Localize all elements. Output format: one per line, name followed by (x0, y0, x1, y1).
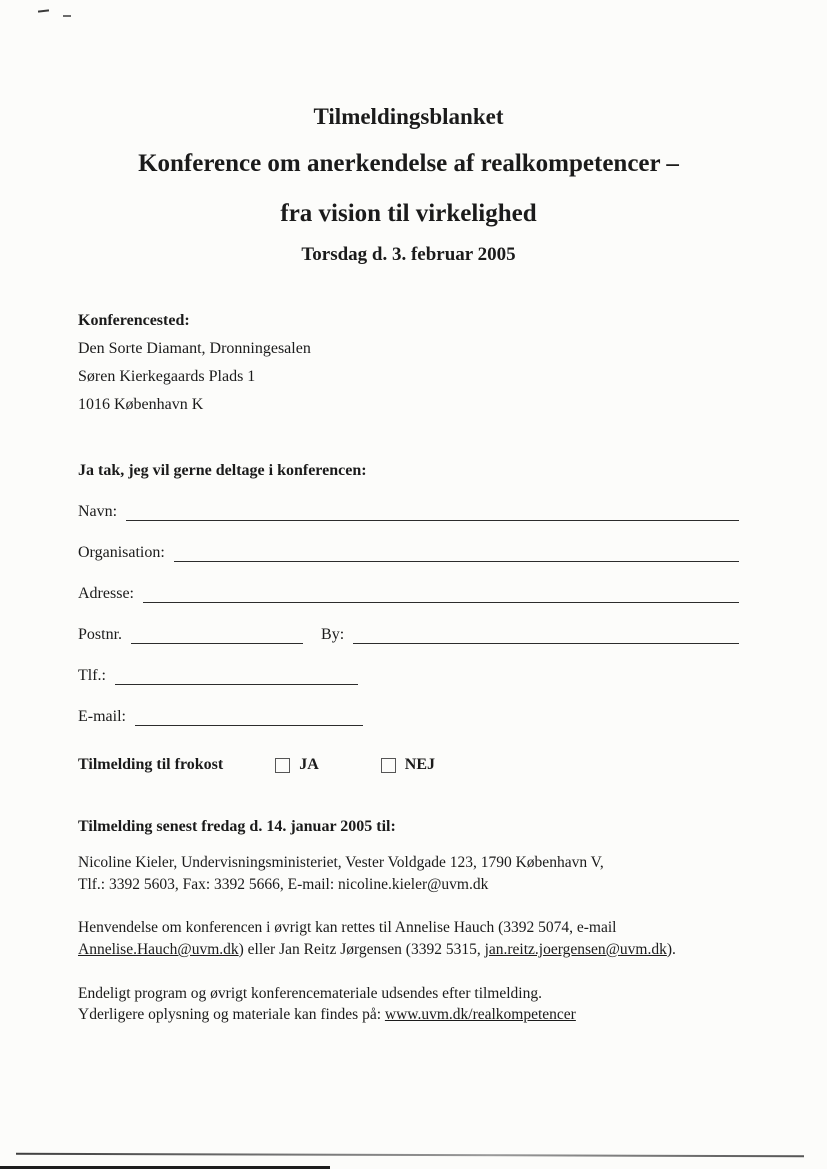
navn-row (78, 501, 739, 521)
adresse-input-line[interactable] (143, 583, 739, 603)
contact-line-2: Tlf.: 3392 5603, Fax: 3392 5666, E-mail: nicoline.kieler@uvm.dk (78, 875, 489, 893)
adresse-row (78, 583, 739, 603)
email-label: E-mail: (78, 708, 126, 725)
tlf-label: Tlf.: (78, 667, 106, 684)
closing-line-2-prefix: Yderligere oplysning og materiale kan findes på: (78, 1006, 385, 1024)
conference-title-line2: fra vision til virkelighed (280, 200, 537, 227)
navn-input-line[interactable] (126, 501, 739, 521)
frokost-row (78, 756, 739, 774)
conference-date: Torsdag d. 3. februar 2005 (301, 244, 516, 265)
title-block (78, 104, 739, 266)
email-row (78, 706, 739, 726)
postnr-input-line[interactable] (131, 624, 303, 644)
tlf-row (78, 665, 739, 685)
by-label: By: (321, 626, 345, 643)
closing-paragraph (78, 983, 739, 1026)
organisation-row (78, 542, 739, 562)
email-input-line[interactable] (135, 706, 363, 726)
frokost-ja-label: JA (299, 756, 319, 773)
closing-line-1: Endeligt program og øvrigt konferencemateriale udsendes efter tilmelding. (78, 984, 542, 1002)
conference-title-line1: Konference om anerkendelse af realkompetencer – (138, 150, 679, 177)
organisation-label: Organisation: (78, 544, 165, 561)
venue-block (78, 312, 739, 414)
page-title: Tilmeldingsblanket (313, 104, 504, 129)
by-input-line[interactable] (353, 624, 739, 644)
tlf-input-line[interactable] (115, 665, 358, 685)
venue-line-1: Den Sorte Diamant, Dronningesalen (78, 340, 311, 357)
frokost-nej-label: NEJ (404, 756, 435, 773)
deadline-heading: Tilmelding senest fredag d. 14. januar 2005 til: (78, 818, 396, 835)
form-intro: Ja tak, jeg vil gerne deltage i konferencen: (78, 462, 367, 479)
postnr-label: Postnr. (78, 626, 123, 643)
jan-email-link[interactable]: jan.reitz.joergensen@uvm.dk (484, 941, 667, 959)
organisation-input-line[interactable] (174, 542, 739, 562)
contact-line-1: Nicoline Kieler, Undervisningsministeriet, Vester Voldgade 123, 1790 København V, (78, 854, 604, 871)
venue-line-2: Søren Kierkegaards Plads 1 (78, 368, 256, 385)
inquiries-line-1: Henvendelse om konferencen i øvrigt kan rettes til Annelise Hauch (3392 5074, e-mail (78, 919, 617, 937)
website-link[interactable]: www.uvm.dk/realkompetencer (384, 1006, 576, 1024)
frokost-ja-checkbox[interactable] (275, 758, 290, 773)
frokost-nej-checkbox[interactable] (381, 758, 396, 773)
annelise-email-link[interactable]: Annelise.Hauch@uvm.dk (78, 941, 239, 959)
navn-label: Navn: (78, 503, 118, 520)
venue-heading: Konferencested: (78, 312, 190, 329)
scan-artifact-bottom-edge (16, 1153, 804, 1157)
frokost-label: Tilmelding til frokost (78, 756, 224, 773)
postnr-by-row (78, 624, 739, 644)
venue-line-3: 1016 København K (78, 396, 204, 413)
contact-paragraph (78, 852, 739, 895)
inquiries-line-2-mid: ) eller Jan Reitz Jørgensen (3392 5315, (238, 941, 485, 959)
inquiries-line-2-end: ). (666, 941, 676, 959)
adresse-label: Adresse: (78, 585, 134, 602)
inquiries-paragraph (78, 917, 739, 960)
